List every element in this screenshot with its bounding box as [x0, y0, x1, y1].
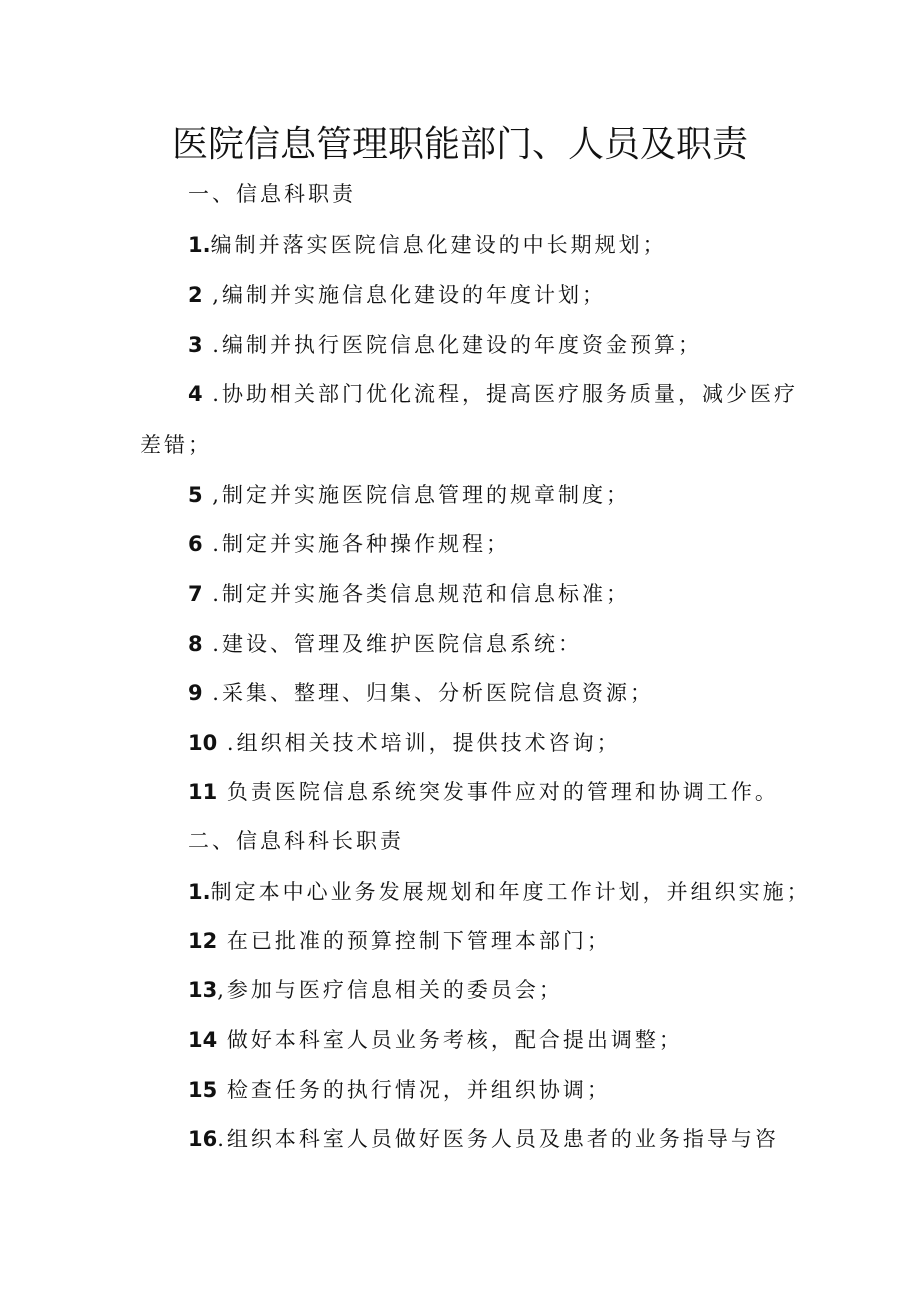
item-number: 14: [188, 1028, 218, 1052]
chief-item-13: [188, 974, 563, 1004]
item-text: 做好本科室人员业务考核，配合提出调整；: [217, 1028, 683, 1052]
chief-item-1: [188, 876, 811, 906]
item-text: .制定并实施各种操作规程；: [202, 532, 510, 556]
item-text: 负责医院信息系统突发事件应对的管理和协调工作。: [217, 780, 779, 804]
line-text: 一、信息科职责: [188, 182, 356, 206]
item-number: 4: [188, 382, 203, 406]
item-text: 编制并落实医院信息化建设的中长期规划；: [210, 233, 667, 257]
item-text: ,制定并实施医院信息管理的规章制度；: [202, 483, 630, 507]
item-text: .编制并执行医院信息化建设的年度资金预算；: [202, 333, 702, 357]
item-number: 6: [188, 532, 203, 556]
duty-item-9: [188, 677, 654, 707]
duty-item-4-continued: [140, 429, 212, 459]
item-number: 15: [188, 1078, 218, 1102]
duty-item-10: [188, 727, 621, 757]
document-title: 医院信息管理职能部门、人员及职责: [171, 124, 748, 165]
item-text: .组织本科室人员做好医务人员及患者的业务指导与咨: [217, 1127, 779, 1151]
item-text: .采集、整理、归集、分析医院信息资源；: [202, 681, 654, 705]
chief-item-16: [188, 1123, 779, 1153]
line-text: 二、信息科科长职责: [188, 829, 404, 853]
duty-item-5: [188, 479, 630, 509]
item-text: 检查任务的执行情况，并组织协调；: [217, 1078, 611, 1102]
item-text: 在已批准的预算控制下管理本部门；: [217, 929, 611, 953]
item-number: 9: [188, 681, 203, 705]
item-text: 制定本中心业务发展规划和年度工作计划，并组织实施；: [210, 880, 811, 904]
item-text: ,编制并实施信息化建设的年度计划；: [202, 283, 606, 307]
section-heading-2: [188, 825, 404, 855]
duty-item-6: [188, 528, 510, 558]
duty-item-8: [188, 628, 582, 658]
item-number: 5: [188, 483, 203, 507]
duty-item-3: [188, 329, 702, 359]
section-heading-1: [188, 178, 356, 208]
item-number: 11: [188, 780, 218, 804]
duty-item-4: [188, 378, 798, 408]
item-text: .建设、管理及维护医院信息系统：: [202, 632, 582, 656]
item-number: 2: [188, 283, 203, 307]
item-number: 12: [188, 929, 218, 953]
item-text: ,参加与医疗信息相关的委员会；: [217, 978, 563, 1002]
item-number: 7: [188, 582, 203, 606]
item-text: .协助相关部门优化流程，提高医疗服务质量，减少医疗: [202, 382, 798, 406]
item-number: 3: [188, 333, 203, 357]
duty-item-7: [188, 578, 630, 608]
item-text: 差错；: [140, 433, 212, 457]
duty-item-2: [188, 279, 606, 309]
chief-item-14: [188, 1024, 683, 1054]
item-number: 1.: [188, 880, 211, 904]
duty-item-11: [188, 776, 779, 806]
item-number: 13: [188, 978, 218, 1002]
chief-item-12: [188, 925, 611, 955]
item-number: 8: [188, 632, 203, 656]
chief-item-15: [188, 1074, 611, 1104]
duty-item-1: [188, 229, 667, 259]
item-number: 1.: [188, 233, 211, 257]
item-text: .制定并实施各类信息规范和信息标准；: [202, 582, 630, 606]
item-number: 10: [188, 731, 218, 755]
item-text: .组织相关技术培训，提供技术咨询；: [217, 731, 621, 755]
item-number: 16: [188, 1127, 218, 1151]
